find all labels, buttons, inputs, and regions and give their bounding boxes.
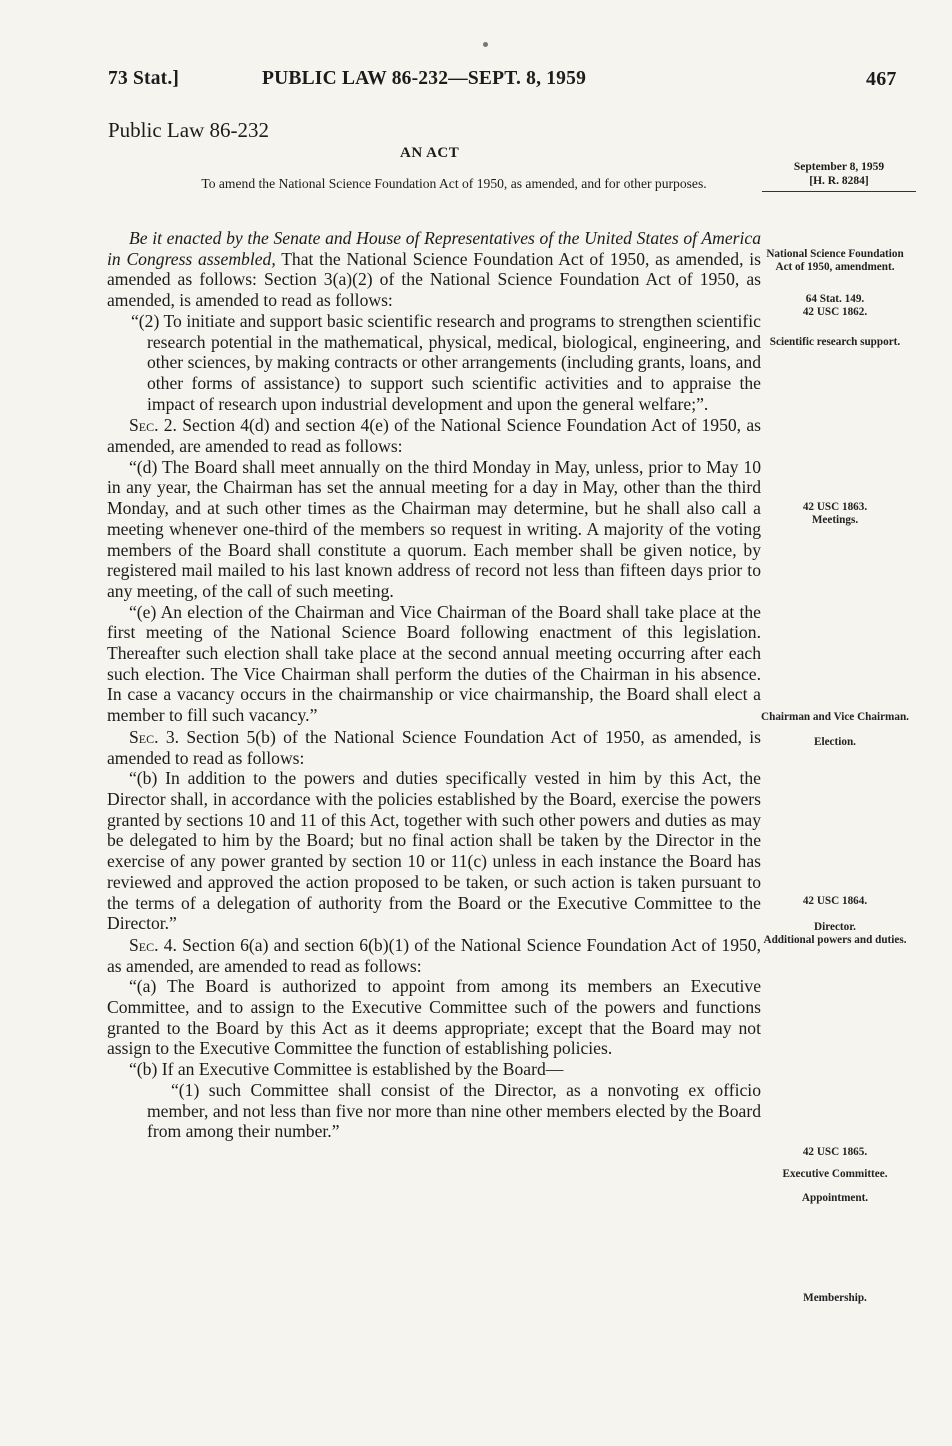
- margin-note-election: Election.: [814, 736, 856, 748]
- section-4-text: Section 6(a) and section 6(b)(1) of the National Science Foundation Act of 1950, as amended, are amended to read as follows:: [107, 934, 761, 976]
- date-reference: [764, 160, 914, 188]
- margin-note-appointment: Appointment.: [801, 1192, 869, 1204]
- date-rule: [762, 191, 916, 192]
- bill-number: [H. R. 8284]: [809, 175, 869, 187]
- section-4d-text: “(d) The Board shall meet annually on the third Monday in May, unless, prior to May 10 in any year, the Chairman has set the annual meeting for a day in May, other than the third Monday, and at such other times as the Chairman may determine, but he shall also call a meeting whenever one-third of the members so request in writing. A majority of the voting members of the Board shall constitute a quorum. Each member shall be given notice, by registered mail mailed to his last known address of record not less than fifteen days prior to any meeting, of the call of such meeting.: [107, 456, 761, 601]
- act-label: AN ACT: [400, 145, 460, 161]
- enacting-clause: [107, 228, 761, 311]
- ink-dot: [483, 42, 488, 47]
- section-6a-text: “(a) The Board is authorized to appoint from among its members an Executive Committee, and to assign to the Executive Committee such of the powers and functions granted to the Board by this Act as it deems appropriate; except that the Board may not assign to the Executive Committee the function of establishing policies.: [107, 976, 761, 1059]
- margin-note-director: Director.: [814, 921, 856, 933]
- margin-note-exec-committee: Executive Committee.: [782, 1168, 888, 1180]
- margin-note-membership: Membership.: [803, 1292, 867, 1304]
- page-title: Public Law 86-232: [108, 118, 269, 142]
- section-2-text: Section 4(d) and section 4(e) of the National Science Foundation Act of 1950, as amended, are amended to read as follows:: [107, 415, 761, 457]
- section-3a2-text: “(2) To initiate and support basic scientific research and programs to strengthen scientific research potential in the mathematical, physical, medical, biological, engineering, and other sciences, by making contracts or other arrangements (including grants, loans, and other forms of assistance) to support such scientific activities and to appraise the impact of research upon industrial development and upon the general welfare;”.: [131, 310, 761, 414]
- section-4-label: Sec. 4.: [129, 934, 177, 955]
- section-4e-text: “(e) An election of the Chairman and Vice Chairman of the Board shall take place at the first meeting of the National Science Board following enactment of this legislation. Thereafter such election shall take place at the second annual meeting occurring after each such election. The Vice Chairman shall perform the duties of the Chairman in his absence. In case a vacancy occurs in the chairmanship or vice chairmanship, the Board shall elect a member to fill such vacancy.”: [107, 601, 761, 726]
- margin-note-chairman: Chairman and Vice Chairman.: [761, 711, 909, 723]
- margin-note-additional: Additional powers and duties.: [763, 934, 907, 946]
- margin-note-stat: 64 Stat. 149.: [805, 293, 865, 305]
- margin-note-meetings: Meetings.: [811, 514, 859, 526]
- margin-note-nsf-act: National Science Foundation Act of 1950, amendment.: [766, 248, 904, 273]
- enacting-text: That the National Science Foundation Act of 1950, as amended, is amended as follows: Section 3(a)(2) of the National Science Foundation Act of 1950, as amended, is amended to read as follows:: [107, 248, 761, 311]
- section-3: [107, 727, 761, 768]
- section-3-text: Section 5(b) of the National Science Foundation Act of 1950, as amended, is amended to read as follows:: [107, 726, 761, 768]
- enacting-formula: Be it enacted by the Senate and House of Representatives of the United States of America in Congress assembled,: [107, 228, 761, 269]
- section-6b-text: “(b) If an Executive Committee is established by the Board—: [129, 1059, 564, 1080]
- section-5b-text: “(b) In addition to the powers and duties specifically vested in him by this Act, the Director shall, in accordance with the policies established by the Board, exercise the powers granted by sections 10 and 11 of this Act, together with such other powers and duties as may be delegated to him by the Board; but no final action shall be taken by the Director in the exercise of any power granted by section 10 or 11(c) unless in each instance the Board has reviewed and approved the action proposed to be taken, or such action is taken pursuant to the terms of a delegation of authority from the Board or the Executive Committee to the Director.”: [107, 768, 761, 934]
- section-6b1-text: “(1) such Committee shall consist of the Director, as a nonvoting ex officio member, and not less than five nor more than nine other members elected by the Board from among their number.”: [147, 1079, 761, 1142]
- page-number: 467: [866, 68, 897, 90]
- margin-note-usc-1862: 42 USC 1862.: [802, 306, 868, 318]
- act-date: September 8, 1959: [793, 161, 885, 173]
- margin-note-usc-1865: 42 USC 1865.: [802, 1146, 868, 1158]
- margin-note-sci-research: Scientific research support.: [769, 336, 901, 348]
- section-3-label: Sec. 3.: [129, 726, 180, 747]
- section-2: [107, 415, 761, 456]
- section-2-label: Sec. 2.: [129, 415, 177, 436]
- act-purpose: To amend the National Science Foundation Act of 1950, as amended, and for other purposes.: [201, 176, 707, 191]
- act-body: [107, 228, 761, 1142]
- margin-note-usc-1863: 42 USC 1863.: [802, 501, 868, 513]
- header-volume: 73 Stat.]: [108, 68, 180, 89]
- margin-note-usc-1864: 42 USC 1864.: [802, 895, 868, 907]
- section-4: [107, 935, 761, 976]
- header-title: PUBLIC LAW 86-232—SEPT. 8, 1959: [262, 68, 587, 89]
